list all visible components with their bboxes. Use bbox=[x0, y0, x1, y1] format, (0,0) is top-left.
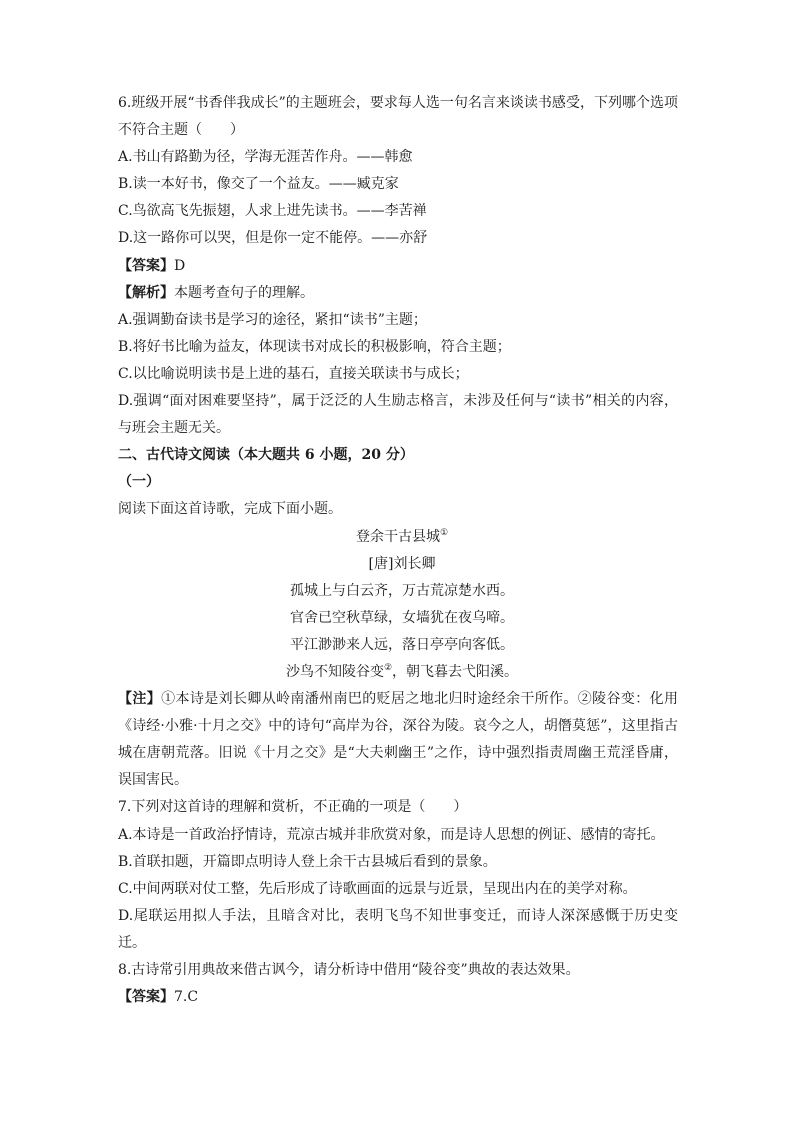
poem-title-note-mark: ① bbox=[439, 527, 449, 538]
section-2-subheading: （一） bbox=[118, 474, 160, 491]
analysis-intro-text: 本题考查句子的理解。 bbox=[174, 284, 314, 301]
analysis-tag: 【解析】 bbox=[118, 284, 174, 301]
poem-line-4 bbox=[118, 659, 678, 686]
question-6-option-b: B.读一本好书，像交了一个益友。——臧克家 bbox=[118, 176, 399, 193]
analysis-item-a: A.强调勤奋读书是学习的途径，紧扣“读书”主题； bbox=[118, 311, 427, 328]
question-6-option-d: D.这一路你可以哭，但是你一定不能停。——亦舒 bbox=[118, 230, 428, 247]
section-2-instruction: 阅读下面这首诗歌，完成下面小题。 bbox=[118, 501, 342, 518]
answer-value: D bbox=[174, 257, 186, 274]
question-6-stem: 6.班级开展“书香伴我成长”的主题班会，要求每人选一句名言来谈读书感受，下列哪个选项不符合主题（ ） bbox=[118, 95, 678, 139]
poem-line-4-part-b: ，朝飞暮去弋阳溪。 bbox=[392, 663, 519, 680]
poem-author: [唐]刘长卿 bbox=[368, 555, 436, 572]
note-text: ①本诗是刘长卿从岭南潘州南巴的贬居之地北归时途经余干所作。②陵谷变：化用《诗经·小雅·十月之交》中的诗句“高岸为谷，深谷为陵。哀今之人，胡僭莫惩”，这里指古城在唐朝荒落。旧说《十月之交》是“大夫刺幽王”之作，诗中强烈指责周幽王荒淫昏庸，误国害民。 bbox=[118, 691, 679, 789]
question-7-option-a: A.本诗是一首政治抒情诗，荒凉古城并非欣赏对象，而是诗人思想的例证、感情的寄托。 bbox=[118, 826, 665, 843]
section-2-heading: 二、古代诗文阅读（本大题共 6 小题，20 分） bbox=[118, 447, 414, 464]
question-7-option-c: C.中间两联对仗工整，先后形成了诗歌画面的远景与近景，呈现出内在的美学对称。 bbox=[118, 880, 637, 897]
poem-line-2: 官舍已空秋草绿，女墙犹在夜乌啼。 bbox=[290, 609, 514, 626]
note-tag: 【注】 bbox=[118, 691, 162, 708]
poem-title bbox=[118, 524, 678, 551]
question-6-option-a: A.书山有路勤为径，学海无涯苦作舟。——韩愈 bbox=[118, 149, 413, 166]
poem-line-4-note-mark: ② bbox=[383, 662, 393, 673]
poem-note bbox=[118, 686, 678, 794]
poem-block bbox=[118, 524, 678, 687]
question-6-option-c: C.鸟欲高飞先振翅，人求上进先读书。——李苦禅 bbox=[118, 203, 427, 220]
question-7-option-d: D.尾联运用拟人手法，且暗含对比，表明飞鸟不知世事变迁，而诗人深深感慨于历史变迁。 bbox=[118, 907, 678, 951]
analysis-item-b: B.将好书比喻为益友，体现读书对成长的积极影响，符合主题； bbox=[118, 338, 511, 355]
analysis-item-d: D.强调“面对困难要坚持”，属于泛泛的人生励志格言，未涉及任何与“读书”相关的内容，与班会主题无关。 bbox=[118, 393, 678, 437]
question-8-stem: 8.古诗常引用典故来借古讽今，请分析诗中借用“陵谷变”典故的表达效果。 bbox=[118, 962, 580, 978]
answer-tag: 【答案】 bbox=[118, 257, 174, 274]
final-answer-tag: 【答案】 bbox=[118, 989, 174, 1006]
analysis-item-c: C.以比喻说明读书是上进的基石，直接关联读书与成长； bbox=[118, 365, 469, 382]
poem-line-4-part-a: 沙鸟不知陵谷变 bbox=[285, 663, 384, 680]
poem-line-3: 平江渺渺来人远，落日亭亭向客低。 bbox=[290, 636, 514, 653]
question-6-answer bbox=[118, 253, 678, 280]
final-answer-value: 7.C bbox=[174, 989, 199, 1006]
final-answer bbox=[118, 984, 678, 1011]
question-7-stem: 7.下列对这首诗的理解和赏析，不正确的一项是（ ） bbox=[118, 799, 468, 816]
question-7-option-b: B.首联扣题，开篇即点明诗人登上余干古县城后看到的景象。 bbox=[118, 853, 497, 870]
document-page bbox=[118, 90, 678, 1011]
question-6-analysis-intro bbox=[118, 280, 678, 307]
poem-line-1: 孤城上与白云齐，万古荒凉楚水西。 bbox=[290, 582, 514, 599]
poem-title-text: 登余干古县城 bbox=[355, 528, 440, 545]
